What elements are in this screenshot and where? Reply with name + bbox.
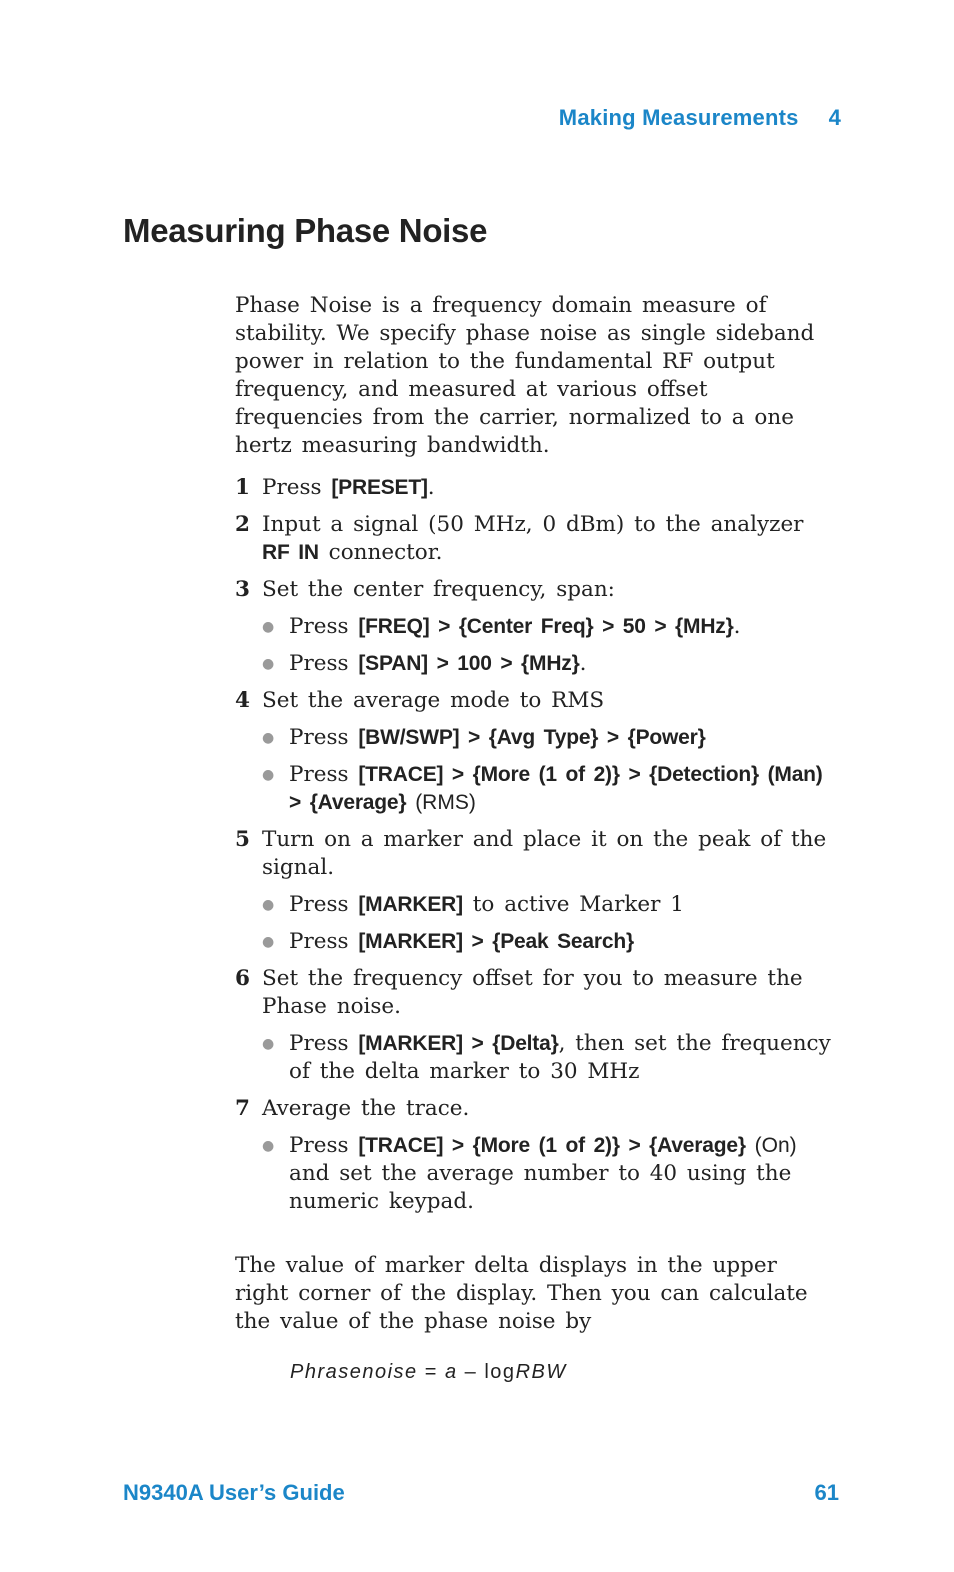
key-sequence: [MARKER] > {Peak Search} xyxy=(358,930,634,953)
intro-paragraph: Phase Noise is a frequency domain measure of stability. We specify phase noise as single sideband power in relation to the fundamental RF output frequency, and measured at various offset frequencies from the carrier, normalized to a one hertz measuring bandwidth. xyxy=(235,293,815,458)
sub-step-suffix: , then set the frequency of the delta marker to 30 MHz xyxy=(289,1031,831,1084)
key-sequence: [SPAN] > 100 > {MHz} xyxy=(358,652,580,675)
step-text-suffix: connector. xyxy=(318,540,443,565)
key-sequence: [BW/SWP] > {Avg Type} > {Power} xyxy=(358,726,706,749)
formula-lhs: Phrasenoise xyxy=(290,1361,418,1383)
sub-steps xyxy=(262,891,835,956)
step-number: 7 xyxy=(235,1096,250,1121)
sub-step xyxy=(262,650,835,678)
bullet-icon: ● xyxy=(262,934,275,950)
step-3 xyxy=(235,576,835,678)
sub-step-text: Press xyxy=(289,1031,359,1056)
formula-minus: – xyxy=(457,1361,485,1383)
sub-step-suffix: . xyxy=(579,651,587,676)
connector-label: RF IN xyxy=(262,541,319,564)
formula-a: a xyxy=(444,1361,458,1383)
sub-step-text: Press xyxy=(289,651,359,676)
step-2 xyxy=(235,511,835,567)
sub-step xyxy=(262,761,835,817)
formula-equals: = xyxy=(417,1361,445,1383)
key-sequence: [MARKER] > {Delta} xyxy=(358,1032,559,1055)
closing-paragraph: The value of marker delta displays in the upper right corner of the display. Then you can calculate the value of the phase noise by xyxy=(235,1253,808,1334)
sub-step xyxy=(262,928,835,956)
sub-step-text: Press xyxy=(289,892,359,917)
bullet-icon: ● xyxy=(262,897,275,913)
step-text: Average the trace. xyxy=(262,1096,470,1121)
key-sequence: [TRACE] > {More (1 of 2)} > {Detection} (Man) > {Average} xyxy=(289,763,823,814)
sub-steps xyxy=(262,724,835,817)
sub-step xyxy=(262,1030,835,1086)
footer-guide-title: N9340A User’s Guide xyxy=(123,1480,345,1505)
sub-steps xyxy=(262,1030,835,1086)
step-number: 5 xyxy=(235,827,250,852)
bullet-icon: ● xyxy=(262,1138,275,1154)
key-sequence: [MARKER] xyxy=(358,893,463,916)
bullet-icon: ● xyxy=(262,619,275,635)
formula-log: log xyxy=(484,1361,516,1383)
sub-step-suffix: to active Marker 1 xyxy=(462,892,684,917)
phase-noise-formula xyxy=(290,1358,835,1386)
bullet-icon: ● xyxy=(262,730,275,746)
sub-step-suffix: . xyxy=(733,614,741,639)
sub-step-text: Press xyxy=(289,725,359,750)
bullet-icon: ● xyxy=(262,767,275,783)
procedure-steps xyxy=(235,474,835,1216)
step-1 xyxy=(235,474,835,502)
step-6 xyxy=(235,965,835,1086)
chapter-number: 4 xyxy=(828,105,841,130)
key-sequence: [PRESET] xyxy=(331,476,428,499)
step-number: 3 xyxy=(235,577,250,602)
sub-steps xyxy=(262,1132,835,1216)
step-4 xyxy=(235,687,835,817)
step-number: 2 xyxy=(235,512,250,537)
sub-step xyxy=(262,1132,835,1216)
step-number: 4 xyxy=(235,688,250,713)
sub-step-text: Press xyxy=(289,929,359,954)
key-sequence: [TRACE] > {More (1 of 2)} > {Average} xyxy=(358,1134,746,1157)
step-text: Set the average mode to RMS xyxy=(262,688,605,713)
step-text: Turn on a marker and place it on the peak of the signal. xyxy=(262,827,827,880)
step-text: Set the center frequency, span: xyxy=(262,577,615,602)
step-7 xyxy=(235,1095,835,1216)
sub-step-text: Press xyxy=(289,762,359,787)
sub-step xyxy=(262,724,835,752)
sub-step xyxy=(262,891,835,919)
formula-rbw: RBW xyxy=(515,1361,567,1383)
mode-value: (RMS) xyxy=(406,791,476,814)
sub-step-suffix: and set the average number to 40 using the numeric keypad. xyxy=(289,1161,792,1214)
body-content xyxy=(235,292,835,1386)
step-text: Press xyxy=(262,475,332,500)
step-text: Set the frequency offset for you to measure the Phase noise. xyxy=(262,966,803,1019)
section-title: Making Measurements xyxy=(558,105,799,130)
bullet-icon: ● xyxy=(262,1036,275,1052)
bullet-icon: ● xyxy=(262,656,275,672)
sub-step-text: Press xyxy=(289,1133,359,1158)
mode-value: (On) xyxy=(745,1134,797,1157)
sub-step-text: Press xyxy=(289,614,359,639)
step-text-suffix: . xyxy=(427,475,435,500)
footer-page-number: 61 xyxy=(814,1480,839,1505)
page-title: Measuring Phase Noise xyxy=(123,212,488,249)
step-5 xyxy=(235,826,835,956)
step-number: 6 xyxy=(235,966,250,991)
sub-step xyxy=(262,613,835,641)
step-text: Input a signal (50 MHz, 0 dBm) to the analyzer xyxy=(262,512,804,537)
key-sequence: [FREQ] > {Center Freq} > 50 > {MHz} xyxy=(358,615,734,638)
step-number: 1 xyxy=(235,475,250,500)
sub-steps xyxy=(262,613,835,678)
running-header xyxy=(559,105,841,131)
